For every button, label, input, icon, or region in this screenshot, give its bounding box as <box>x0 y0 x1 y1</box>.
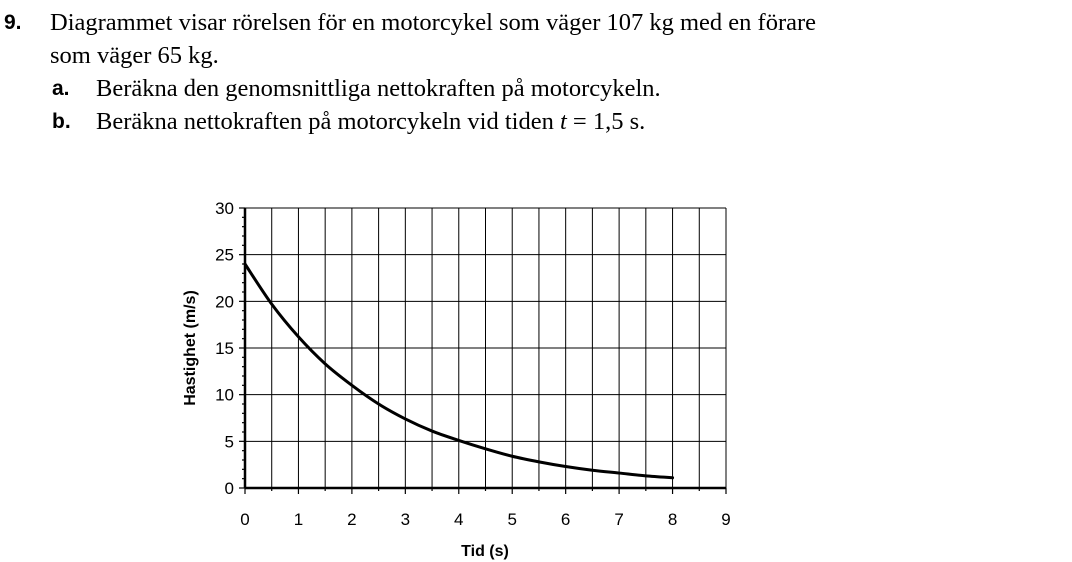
problem-number: 9. <box>4 11 22 34</box>
x-tick-label: 9 <box>721 510 731 529</box>
part-a-letter: a. <box>52 77 70 100</box>
problem-intro-text-1: Diagrammet visar rörelsen för en motorcykel som väger 107 kg med en förare <box>50 9 817 36</box>
part-a-text: Beräkna den genomsnittliga nettokraften på motorcykeln. <box>96 75 661 102</box>
x-tick-label: 4 <box>454 510 464 529</box>
y-tick-label: 30 <box>215 199 234 218</box>
y-tick-label: 25 <box>215 245 234 265</box>
x-tick-label: 5 <box>507 510 517 529</box>
part-b-letter: b. <box>52 110 71 133</box>
part-b-text-before: Beräkna nettokraften på motorcykeln vid tiden <box>96 108 560 135</box>
x-tick-label: 2 <box>347 510 357 529</box>
chart-tick-labels <box>215 199 731 529</box>
y-tick-label: 5 <box>224 432 234 452</box>
chart-grid <box>245 208 726 488</box>
x-tick-label: 0 <box>240 510 250 529</box>
problem-intro-text-2: som väger 65 kg. <box>50 42 219 69</box>
y-axis-title: Hastighet (m/s) <box>182 290 199 406</box>
y-tick-label: 0 <box>224 479 234 498</box>
y-tick-label: 15 <box>215 339 234 358</box>
y-tick-label: 10 <box>215 385 234 405</box>
part-b-text-after: = 1,5 s. <box>566 108 646 135</box>
y-tick-label: 20 <box>215 292 234 312</box>
x-tick-label: 1 <box>293 510 304 529</box>
part-b-variable: t <box>559 108 567 135</box>
x-axis-title: Tid (s) <box>461 543 509 560</box>
x-tick-label: 6 <box>560 510 571 529</box>
x-tick-label: 8 <box>667 510 678 529</box>
x-tick-label: 7 <box>614 510 624 529</box>
x-tick-label: 3 <box>400 510 411 529</box>
